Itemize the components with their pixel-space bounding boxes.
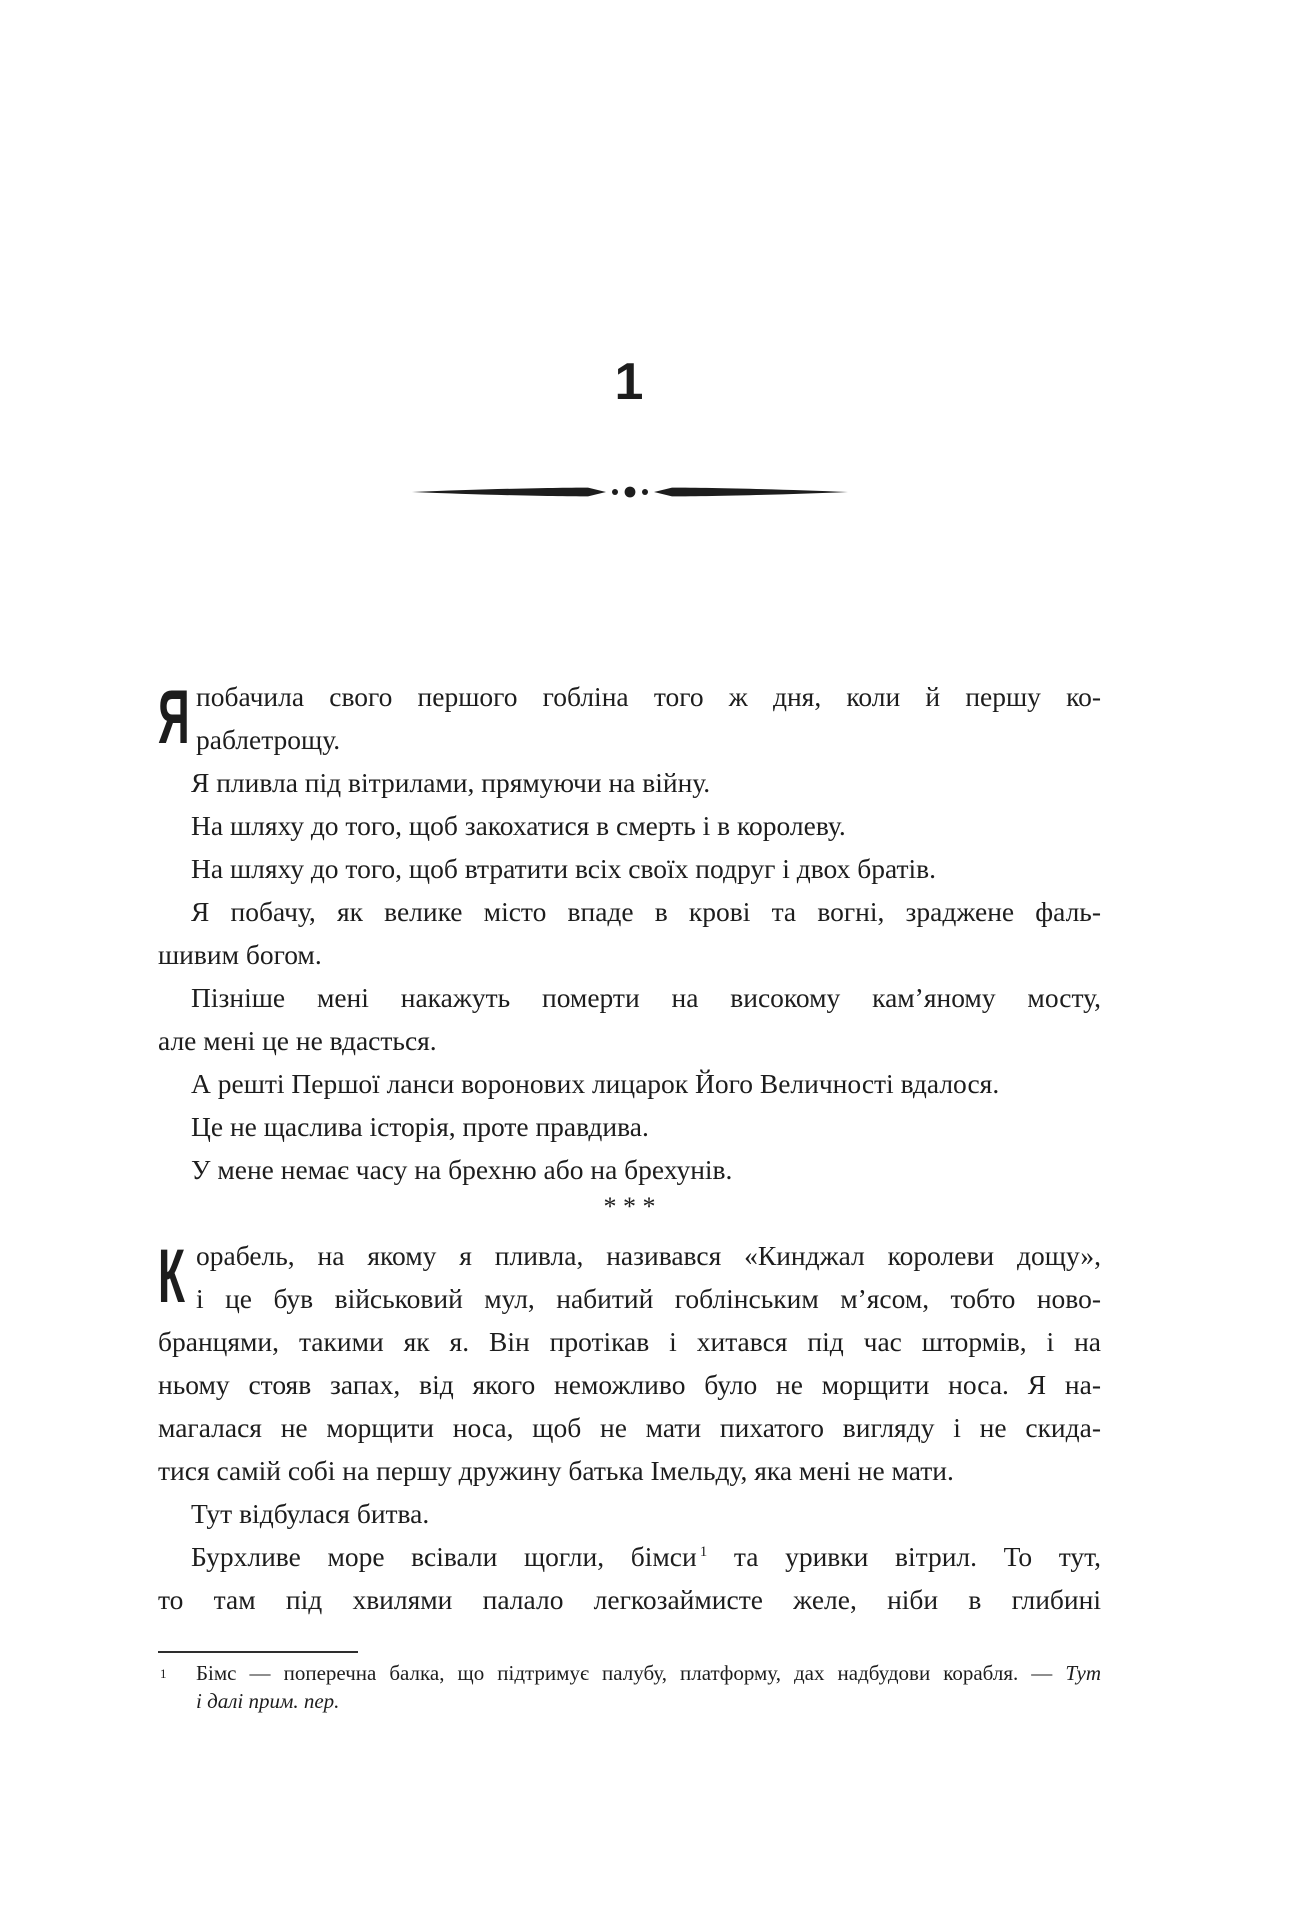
text-line: Я пливла під вітрилами, прямуючи на війну. (191, 767, 711, 798)
drop-cap (158, 675, 190, 761)
drop-cap (158, 1234, 190, 1320)
drop-cap-letter: Я (158, 675, 190, 760)
chapter-divider-ornament (410, 483, 850, 501)
chapter-number: 1 (614, 353, 645, 411)
footnote-rule (158, 1651, 358, 1653)
footnote-reference: 1 (699, 1543, 708, 1560)
text-line: орабель, на якому я пливла, називався «Кинджал королеви дощу», (196, 1240, 1101, 1271)
text-line: раблетрощу. (196, 724, 341, 755)
footnote (158, 1659, 1101, 1715)
text-line: У мене немає часу на брехню або на брехунів. (191, 1154, 733, 1185)
drop-cap-letter: К (158, 1234, 185, 1319)
text-line: Я побачу, як велике місто впаде в крові та вогні, зраджене фаль- (191, 896, 1101, 927)
footnote-line (196, 1687, 1101, 1715)
text-line: побачила свого першого гобліна того ж дня, коли й першу ко- (196, 681, 1101, 712)
footnote-italic-text: і далі прим. пер. (196, 1689, 340, 1713)
text-line: магалася не морщити носа, щоб не мати пихатого вигляду і не скида- (158, 1412, 1101, 1443)
text-line: Тут відбулася битва. (191, 1498, 430, 1529)
footnote-marker: 1 (160, 1666, 167, 1681)
scene-separator: * * * (603, 1192, 656, 1221)
text-line: На шляху до того, щоб втратити всіх своїх подруг і двох братів. (191, 853, 936, 884)
text-line: А решті Першої ланси воронових лицарок Його Величності вдалося. (191, 1068, 1000, 1099)
text-line: шивим богом. (158, 939, 322, 970)
text-line: бранцями, такими як я. Він протікав і хитався під час штормів, і на (158, 1326, 1101, 1357)
text-line: Бурхливе море всівали щогли, бімси $^1$ та уривки вітрил. То тут, (191, 1541, 1101, 1572)
text-line: але мені це не вдасться. (158, 1025, 437, 1056)
text-line: Пізніше мені накажуть померти на високому кам’яному мосту, (191, 982, 1101, 1013)
text-line: На шляху до того, щоб закохатися в смерть і в королеву. (191, 810, 846, 841)
footnote-italic-text: Тут (1065, 1661, 1101, 1685)
footnote-line: Бімс — поперечна балка, що підтримує палубу, платформу, дах надбудови корабля. — Тут (196, 1661, 1101, 1685)
footnote-text (196, 1659, 1101, 1715)
text-column (158, 675, 1101, 1715)
text-line: і це був військовий мул, набитий гоблінським м’ясом, тобто ново- (196, 1283, 1101, 1314)
text-line: то там під хвилями палало легкозаймисте желе, ніби в глибині (158, 1584, 1101, 1615)
text-line: Це не щаслива історія, проте правдива. (191, 1111, 649, 1142)
text-line: ньому стояв запах, від якого неможливо було не морщити носа. Я на- (158, 1369, 1101, 1400)
text-line: тися самій собі на першу дружину батька Імельду, яка мені не мати. (158, 1455, 954, 1486)
section-1 (158, 675, 1101, 1191)
section-2 (158, 1234, 1101, 1621)
